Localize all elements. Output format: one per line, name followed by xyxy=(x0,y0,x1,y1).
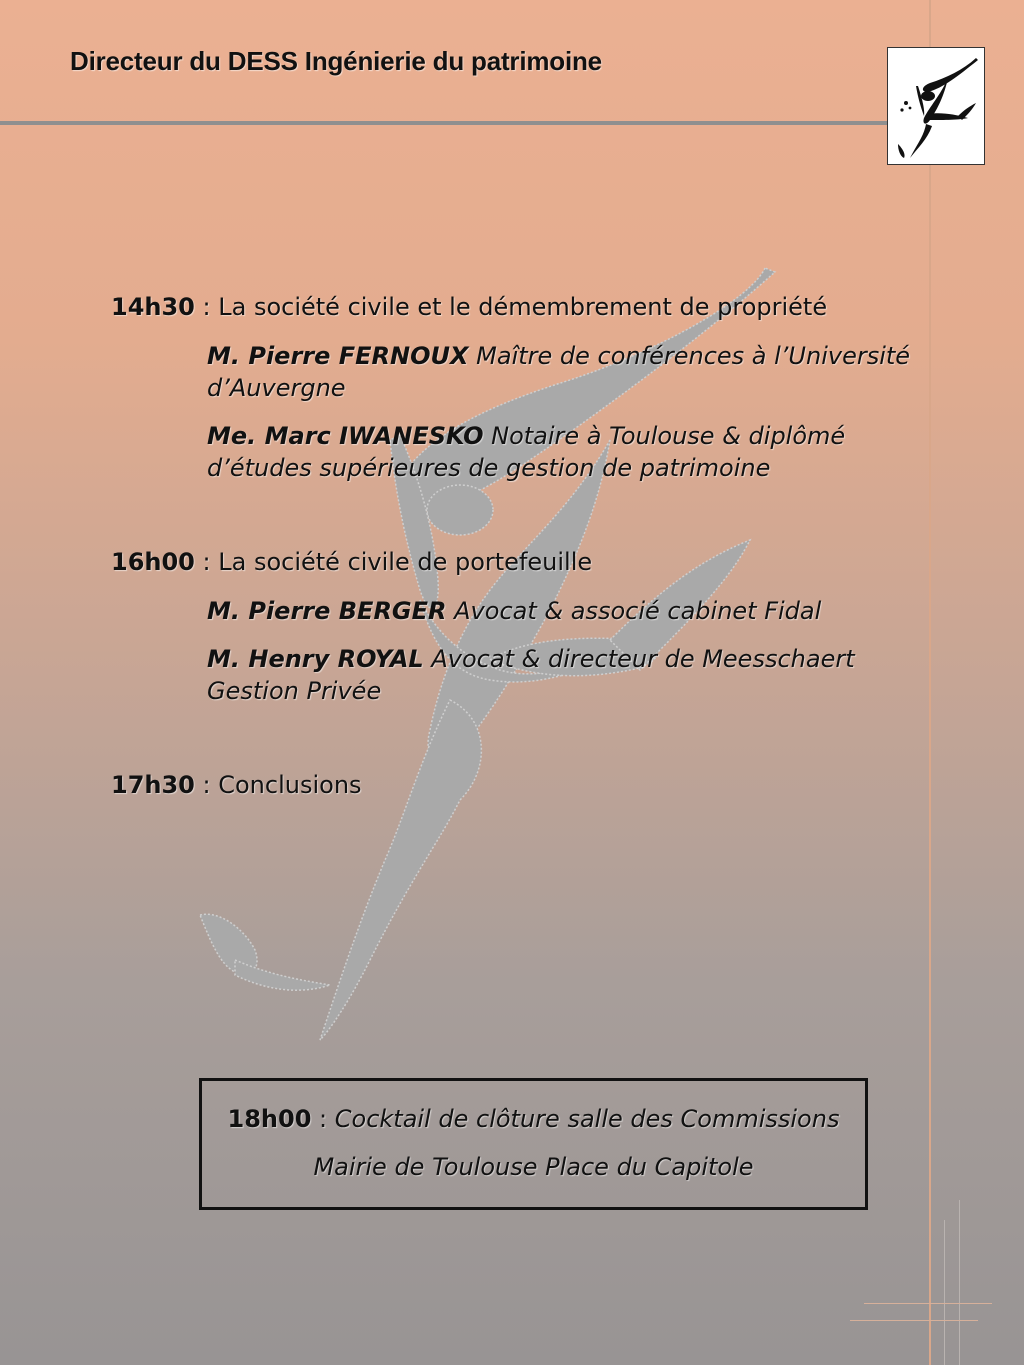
session-3-time: 17h30 xyxy=(111,771,195,799)
decorative-line xyxy=(959,1200,960,1365)
speaker-role: Maître de conférences à l’Université d’Auvergne xyxy=(207,342,911,402)
closing-event-box xyxy=(199,1078,868,1210)
decorative-line xyxy=(944,1220,945,1365)
dancer-figure-icon xyxy=(888,48,984,164)
closing-separator: : xyxy=(311,1105,335,1133)
session-2-speaker-1 xyxy=(207,595,927,627)
session-1-time: 14h30 xyxy=(111,293,195,321)
session-2-speaker-2 xyxy=(207,643,927,707)
session-1-speaker-2 xyxy=(207,420,927,484)
closing-line-1 xyxy=(202,1105,865,1133)
session-1-speaker-1 xyxy=(207,340,927,404)
session-1-title: La société civile et le démembrement de propriété xyxy=(218,293,828,321)
logo xyxy=(887,47,985,165)
speaker-name: M. Henry ROYAL xyxy=(207,645,424,673)
page-title: Directeur du DESS Ingénierie du patrimoine xyxy=(70,46,602,76)
speaker-role: Avocat & directeur de Meesschaert Gestion Privée xyxy=(207,645,855,705)
speaker-role: Avocat & associé cabinet Fidal xyxy=(454,597,822,625)
session-1-separator: : xyxy=(194,293,219,321)
session-3-heading xyxy=(111,771,362,799)
session-1-heading xyxy=(111,293,827,321)
session-3-title: Conclusions xyxy=(218,771,362,799)
closing-line-2 xyxy=(202,1153,865,1181)
speaker-name: Me. Marc IWANESKO xyxy=(207,422,484,450)
session-2-heading xyxy=(111,548,592,576)
right-accent-line xyxy=(929,0,931,1365)
closing-time: 18h00 xyxy=(227,1105,312,1133)
session-2-separator: : xyxy=(194,548,219,576)
decorative-line xyxy=(864,1303,992,1304)
session-3-separator: : xyxy=(194,771,219,799)
speaker-name: M. Pierre FERNOUX xyxy=(207,342,469,370)
speaker-role: Notaire à Toulouse & diplômé d’études supérieures de gestion de patrimoine xyxy=(207,422,846,482)
header-divider xyxy=(0,121,888,125)
closing-description: Cocktail de clôture salle des Commissions xyxy=(334,1105,840,1133)
session-2-time: 16h00 xyxy=(111,548,195,576)
decorative-line xyxy=(850,1320,978,1321)
closing-location: Mairie de Toulouse Place du Capitole xyxy=(313,1153,754,1181)
session-2-title: La société civile de portefeuille xyxy=(218,548,593,576)
speaker-name: M. Pierre BERGER xyxy=(207,597,447,625)
